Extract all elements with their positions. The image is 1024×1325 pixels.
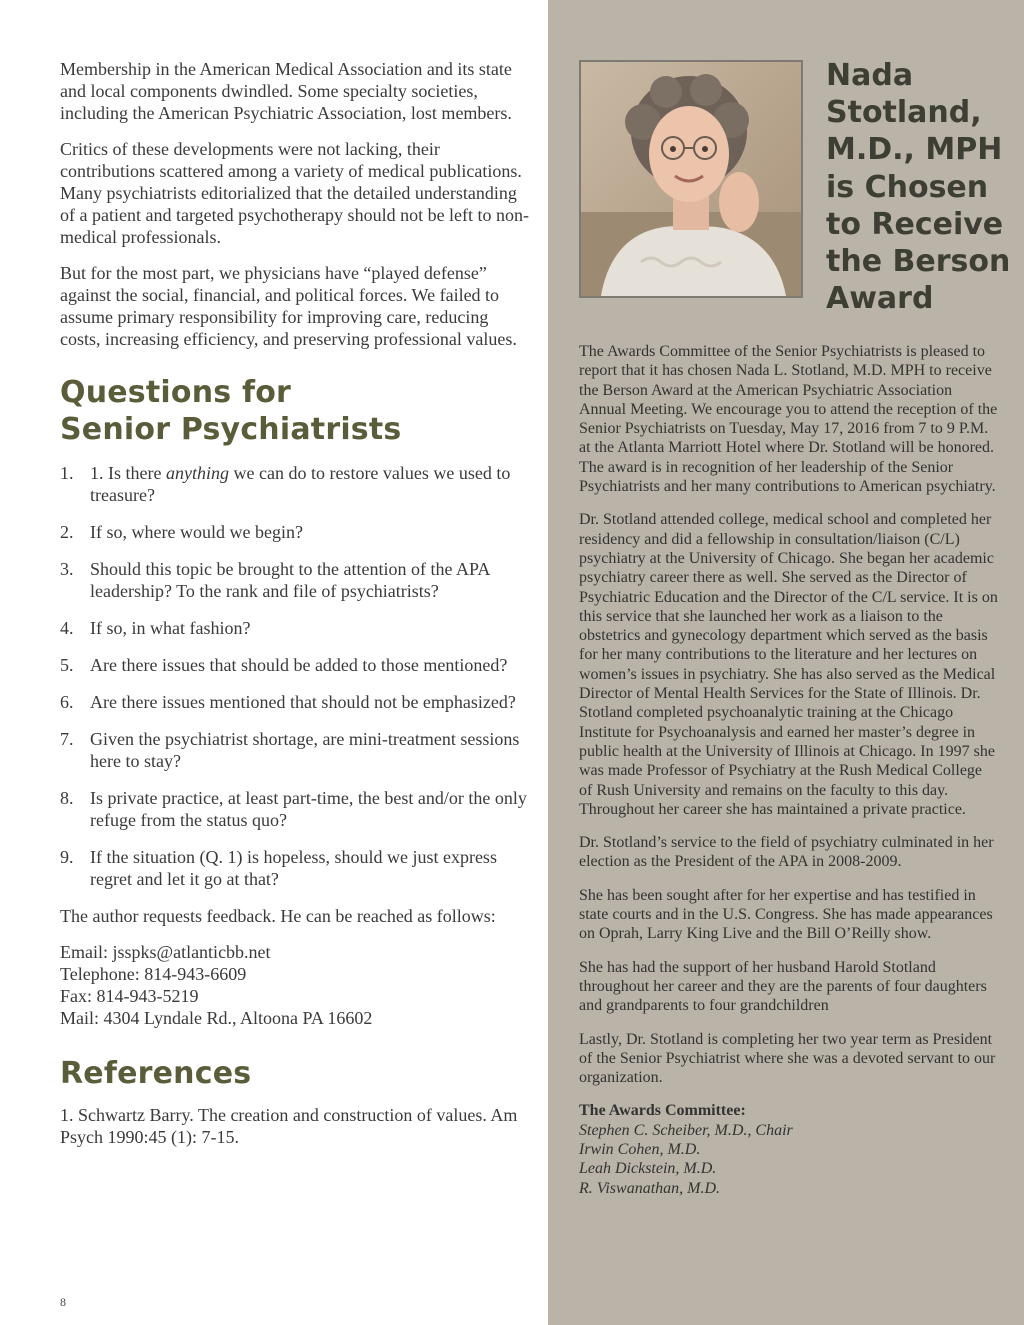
question-text: Should this topic be brought to the attention of the APA leadership? To the rank and file of psychiatrists? (90, 559, 490, 601)
question-number: 9. (60, 847, 74, 867)
award-title-line: Award (826, 281, 934, 317)
award-paragraph: The Awards Committee of the Senior Psychiatrists is pleased to report that it has chosen Nada L. Stotland, M.D. MPH to receive the Berson Award at the American Psychiatric Association Annual Meeting. We encourage you to attend the reception of the Senior Psychiatrists on Tuesday, May 17, 2016 from 7 to 9 P.M. at the Atlanta Marriott Hotel where Dr. Stotland will be honored. The award is in recognition of her leadership of the Senior Psychiatrists and her many contributions to American psychiatry. (579, 343, 998, 496)
question-item (60, 846, 530, 890)
contact-block (60, 941, 530, 1029)
award-article (579, 342, 999, 1212)
question-number: 3. (60, 559, 74, 579)
committee-member: Stephen C. Scheiber, M.D., Chair (579, 1121, 793, 1139)
question-item (60, 558, 530, 602)
award-paragraph: She has had the support of her husband Harold Stotland throughout her career and they are the parents of four daughters and grandparents to four grandchildren (579, 958, 987, 1015)
committee-member: Leah Dickstein, M.D. (579, 1160, 717, 1178)
question-item (60, 728, 530, 772)
question-text: If so, in what fashion? (90, 618, 251, 638)
question-number: 5. (60, 655, 74, 675)
questions-heading-line2: Senior Psychiatrists (60, 412, 402, 447)
questions-heading (60, 374, 530, 448)
questions-list (60, 462, 530, 890)
question-text-prefix: 1. Is there (90, 463, 166, 483)
question-number: 4. (60, 618, 74, 638)
award-sidebar (548, 0, 1024, 1325)
body-paragraph: But for the most part, we physicians have “played defense” against the social, financial, and political forces. We failed to assume primary responsibility for improving care, reducing costs, increasing efficiency, and preserving professional values. (60, 263, 517, 349)
references-heading: References (60, 1056, 252, 1091)
question-text: Are there issues mentioned that should not be emphasized? (90, 692, 516, 712)
feedback-paragraph: The author requests feedback. He can be reached as follows: (60, 906, 496, 926)
award-title (826, 57, 1016, 317)
question-item (60, 617, 530, 639)
article-column (60, 58, 530, 1162)
contact-telephone: Telephone: 814-943-6609 (60, 964, 247, 984)
award-title-line: Stotland, (826, 95, 982, 131)
question-item (60, 462, 530, 506)
question-text: If so, where would we begin? (90, 522, 303, 542)
question-text-emphasis: anything (165, 463, 229, 483)
committee-title: The Awards Committee: (579, 1102, 746, 1120)
question-number: 8. (60, 788, 74, 808)
question-number: 1. (60, 463, 74, 483)
question-text: If the situation (Q. 1) is hopeless, should we just express regret and let it go at that? (90, 847, 497, 889)
question-item (60, 787, 530, 831)
committee-member: Irwin Cohen, M.D. (579, 1140, 701, 1158)
award-paragraph: Dr. Stotland attended college, medical school and completed her residency and did a fellowship in consultation/liaison (C/L) psychiatry at the University of Chicago. She began her academic psychiatry career there as well. She served as the Director of Psychiatric Education and the Director of the C/L service. It is on this service that she launched her work as a liaison to the obstetrics and gynecology department which served as the basis for her many contributions to the literature and her lectures on women’s issues in psychiatry. She has also served as the Medical Director of Mental Health Services for the State of Illinois. Dr. Stotland completed psychoanalytic training at the Chicago Institute for Psychoanalysis and earned her master’s degree in public health at the University of Illinois at Chicago. In 1997 she was made Professor of Psychiatry at the Rush Medical College of Rush University and remains on the faculty to this day. Throughout her career she has maintained a private practice. (579, 511, 998, 818)
committee-member: R. Viswanathan, M.D. (579, 1179, 721, 1197)
question-number: 7. (60, 729, 74, 749)
question-number: 2. (60, 522, 74, 542)
portrait-photo (579, 60, 803, 298)
contact-email: Email: jsspks@atlanticbb.net (60, 942, 271, 962)
contact-fax: Fax: 814-943-5219 (60, 986, 199, 1006)
questions-heading-line1: Questions for (60, 375, 292, 410)
question-text-suffix: we can do to restore values we used to treasure? (90, 463, 511, 505)
award-title-line: Nada (826, 58, 914, 93)
contact-mail: Mail: 4304 Lyndale Rd., Altoona PA 16602 (60, 1008, 373, 1028)
body-paragraph: Membership in the American Medical Association and its state and local components dwindled. Some specialty societies, including the American Psychiatric Association, lost members. (60, 59, 512, 123)
committee-block (579, 1101, 999, 1197)
question-item (60, 691, 530, 713)
award-paragraph: Dr. Stotland’s service to the field of psychiatry culminated in her election as the President of the APA in 2008-2009. (579, 834, 994, 871)
question-item (60, 654, 530, 676)
page-number: 8 (60, 1295, 66, 1309)
award-paragraph: Lastly, Dr. Stotland is completing her two year term as President of the Senior Psychiatrist where she was a devoted servant to our organization. (579, 1030, 996, 1087)
award-title-line: is Chosen (826, 169, 989, 205)
question-text: Are there issues that should be added to those mentioned? (90, 655, 508, 675)
award-paragraph: She has been sought after for her expertise and has testified in state courts and in the U.S. Congress. She has made appearances on Oprah, Larry King Live and the Bill O’Reilly show. (579, 886, 993, 943)
question-number: 6. (60, 692, 74, 712)
award-title-line: the Berson (826, 244, 1011, 280)
reference-item: 1. Schwartz Barry. The creation and construction of values. Am Psych 1990:45 (1): 7-15. (60, 1105, 518, 1147)
award-title-line: to Receive (826, 206, 1004, 242)
question-text: Is private practice, at least part-time, the best and/or the only refuge from the status quo? (90, 788, 527, 830)
body-paragraph: Critics of these developments were not lacking, their contributions scattered among a variety of medical publications. Many psychiatrists editorialized that the detailed understanding of a patient and targeted psychotherapy should not be left to non-medical professionals. (60, 139, 530, 247)
portrait-illustration (581, 62, 801, 296)
award-title-line: M.D., MPH (826, 132, 1003, 168)
question-text: Given the psychiatrist shortage, are mini-treatment sessions here to stay? (90, 729, 520, 771)
question-item (60, 521, 530, 543)
